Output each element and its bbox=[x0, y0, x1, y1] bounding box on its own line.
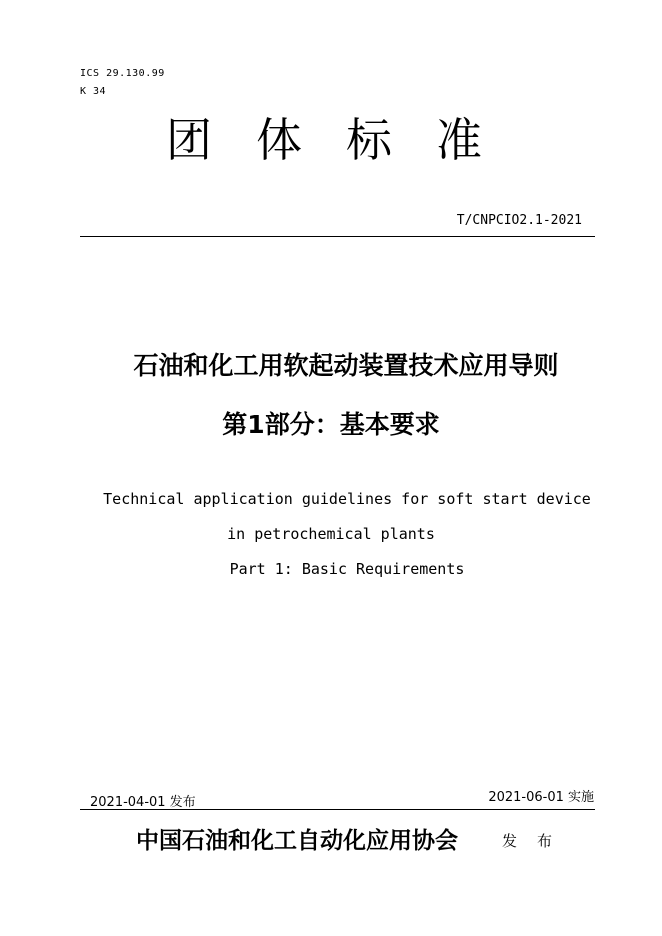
standard-number: T/CNPCIO2.1-2021 bbox=[456, 213, 582, 228]
document-type-title: 团体标准 bbox=[166, 113, 526, 167]
ics-code: ICS 29.130.99 bbox=[80, 68, 165, 79]
bottom-divider bbox=[80, 809, 595, 810]
implementation-date: 2021-06-01 实施 bbox=[488, 790, 594, 805]
english-title-line1: Technical application guidelines for soft start device bbox=[103, 490, 591, 508]
english-title-line3: Part 1: Basic Requirements bbox=[229, 560, 465, 578]
publish-label: 发布 bbox=[502, 832, 573, 850]
top-divider bbox=[80, 236, 595, 237]
english-title-line2: in petrochemical plants bbox=[227, 525, 435, 543]
issuing-organization: 中国石油和化工自动化应用协会 bbox=[136, 828, 458, 854]
ccs-code: K 34 bbox=[80, 86, 107, 97]
chinese-title-line1: 石油和化工用软起动装置技术应用导则 bbox=[133, 351, 559, 380]
issue-date: 2021-04-01 发布 bbox=[90, 795, 196, 810]
chinese-title-line2: 第1部分：基本要求 bbox=[222, 410, 440, 439]
